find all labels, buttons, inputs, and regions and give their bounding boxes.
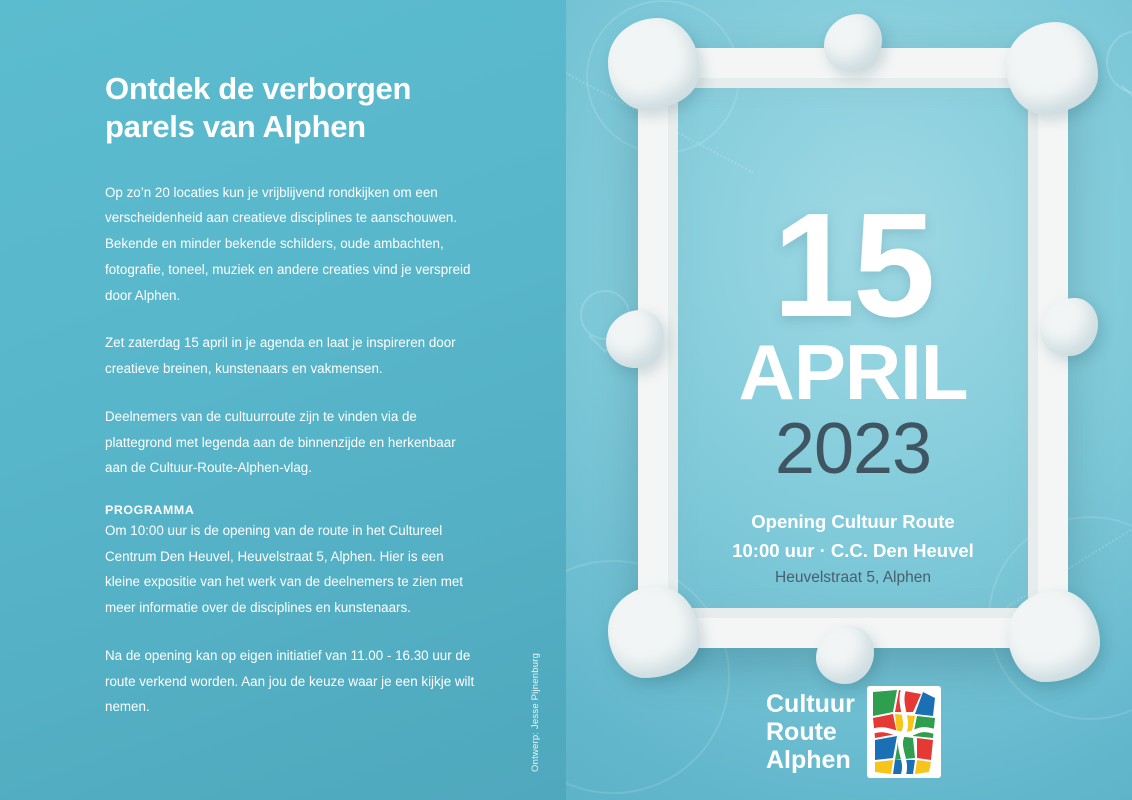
frame-scroll-ornament-bottom-right	[1008, 590, 1100, 682]
logo-line-3: Alphen	[766, 746, 851, 774]
intro-paragraph-1: Op zo’n 20 locaties kun je vrijblijvend rondkijken om een verscheidenheid aan creatieve disciplines te aanschouwen. Bekende en minder bekende schilders, oude ambachten, fotografie, toneel, muziek en andere creaties vind je verspreid door Alphen.	[105, 184, 471, 303]
logo-line-1: Cultuur	[766, 690, 855, 718]
programma-paragraph: Om 10:00 uur is de opening van de route in het Cultureel Centrum Den Heuvel, Heuvelstraat 5, Alphen. Hier is een kleine expositie van het werk van de deelnemers te zien met meer informatie over de disciplines en kunstenaars.	[105, 522, 464, 616]
intro-paragraph-2: Zet zaterdag 15 april in je agenda en laat je inspireren door creatieve breinen, kunstenaars en vakmensen.	[105, 335, 456, 377]
event-time-place: 10:00 uur · C.C. Den Heuvel	[732, 540, 974, 562]
ornate-picture-frame	[638, 48, 1068, 648]
event-date-block	[704, 110, 1002, 586]
map-pin-decor-2	[1106, 30, 1132, 94]
logo	[766, 686, 941, 778]
event-year: 2023	[774, 409, 932, 490]
logo-wordmark	[766, 690, 855, 774]
event-day: 15	[772, 183, 934, 348]
designer-credit: Ontwerp: Jesse Pijnenburg	[530, 652, 541, 772]
event-month: APRIL	[738, 328, 968, 417]
intro-paragraph-3: Deelnemers van de cultuurroute zijn te vinden via de plattegrond met legenda aan de binnenzijde en herkenbaar aan de Cultuur-Route-Alphen-vlag.	[105, 408, 456, 476]
logo-mosaic-svg	[867, 686, 941, 778]
page-title: Ontdek de verborgen parels van Alphen	[105, 71, 412, 144]
logo-line-2: Route	[766, 718, 837, 746]
logo-mosaic-icon	[867, 686, 941, 778]
event-address: Heuvelstraat 5, Alphen	[775, 569, 931, 587]
frame-scroll-ornament-bottom-left	[608, 586, 700, 678]
right-image-panel	[566, 0, 1132, 800]
frame-scroll-ornament-top-right	[1006, 22, 1098, 114]
event-title: Opening Cultuur Route	[751, 511, 955, 533]
closing-paragraph: Na de opening kan op eigen initiatief van 11.00 - 16.30 uur de route verkend worden. Aan jou de keuze waar je een kijkje wilt nemen.	[105, 647, 475, 715]
frame-scroll-ornament-top-left	[608, 18, 700, 110]
programma-heading: PROGRAMMA	[105, 502, 195, 517]
